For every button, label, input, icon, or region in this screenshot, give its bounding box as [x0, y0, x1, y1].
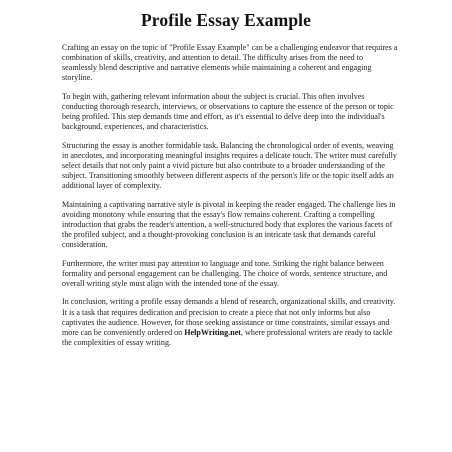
document-body — [62, 43, 400, 356]
paragraph-conclusion — [62, 297, 400, 347]
conclusion-text-after: , where professional writers are ready to tackle the complexities of essay writing. — [62, 327, 393, 347]
paragraph-research: To begin with, gathering relevant information about the subject is crucial. This often involves conducting thorough research, interviews, or observations to capture the essence of the person or topic being profiled. This step demands time and effort, as it's essential to delve deep into the individual's background, experiences, and characteristics. — [62, 91, 394, 132]
paragraph-intro: Crafting an essay on the topic of "Profile Essay Example" can be a challenging endeavor that requires a combination of skills, creativity, and attention to detail. The difficulty arises from the need to seamlessly blend descriptive and narrative elements while maintaining a coherent and engaging storyline. — [62, 43, 398, 83]
paragraph-structure: Structuring the essay is another formidable task. Balancing the chronological order of events, weaving in anecdotes, and incorporating meaningful insights requires a delicate touch. The writer must carefully select details that not only paint a vivid picture but also contribute to a broader understanding of the subject. Transitioning smoothly between different aspects of the person's life or the topic itself adds an additional layer of complexity. — [62, 140, 397, 191]
paragraph-language: Furthermore, the writer must pay attention to language and tone. Striking the right balance between formality and personal engagement can be challenging. The choice of words, sentence structure, and overall writing style must align with the intended tone of the essay. — [62, 258, 388, 288]
helpwriting-link[interactable]: HelpWriting.net — [184, 327, 241, 337]
paragraph-narrative: Maintaining a captivating narrative style is pivotal in keeping the reader engaged. The challenge lies in avoiding monotony while ensuring that the essay's flow remains coherent. Crafting a compelling introduction that grabs the reader's attention, a well-structured body that explores the various facets of the profiled subject, and a thought-provoking conclusion is an intricate task that demands careful consideration. — [62, 199, 396, 250]
document-title: Profile Essay Example — [141, 10, 311, 30]
conclusion-text-before: In conclusion, writing a profile essay demands a blend of research, organizational skills, and creativity. It is a task that requires dedication and precision to create a piece that not only informs but also captivates the audience. However, for those seeking assistance or time constraints, similar essays and more can be conveniently ordered on — [62, 297, 396, 337]
